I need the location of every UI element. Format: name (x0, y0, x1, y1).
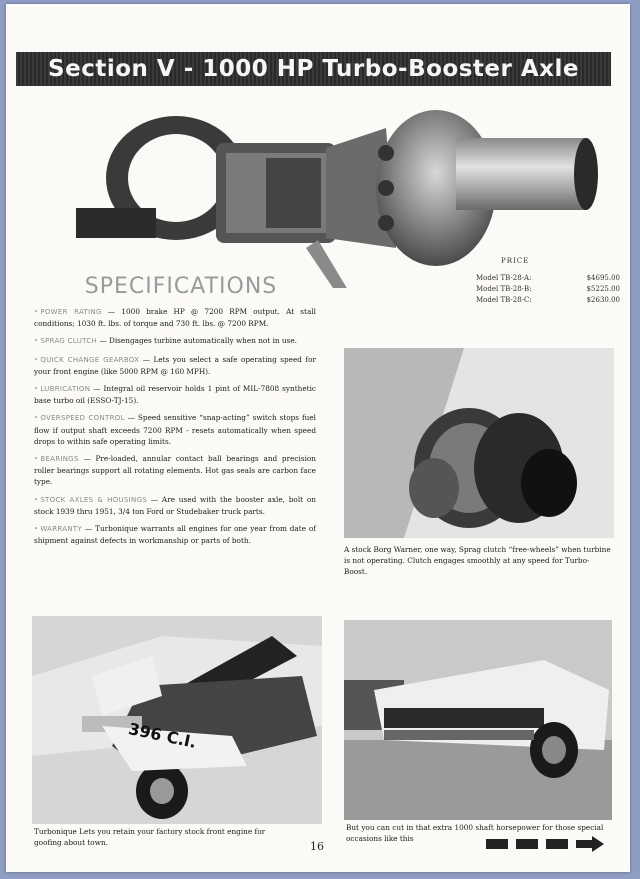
bullet-icon: • (34, 384, 39, 394)
spec-text: — Integral oil reservoir holds 1 pint of MIL-7808 synthetic base turbo oil (ESSO-TJ-15). (34, 384, 316, 406)
car-badge-text: 396 C.I. (126, 719, 199, 752)
price-value: $2630.00 (586, 296, 620, 304)
price-model: Model TB-28-C: (476, 296, 532, 304)
spec-label: SPRAG CLUTCH (40, 337, 98, 346)
arrow-square-icon (486, 839, 508, 849)
price-list (476, 256, 626, 306)
arrow-square-icon (546, 839, 568, 849)
spec-item (34, 335, 316, 347)
arrow-square-icon (516, 839, 538, 849)
arrow-right-icon (576, 836, 604, 852)
spec-text: — 1000 brake HP @ 7200 RPM output. At stall conditions; 1030 ft. lbs. of torque and 730 ft. lbs. @ 7200 RPM. (34, 307, 317, 329)
spec-label: STOCK AXLES & HOUSINGS (40, 495, 148, 504)
spec-item (34, 306, 316, 329)
car-launch-photo (344, 620, 612, 820)
spec-label: POWER RATING (40, 308, 102, 316)
bullet-icon: • (34, 307, 39, 316)
car-right-caption: But you can cut in that extra 1000 shaft horsepower for those special occasions like this (346, 823, 604, 843)
spec-text: — Lets you select a safe operating speed for your front engine (like 5000 RPM @ 160 MPH). (34, 354, 317, 376)
price-model: Model TB-28-B: (476, 285, 532, 293)
bullet-icon: • (34, 354, 39, 364)
decorative-arrows (486, 836, 604, 852)
bullet-icon: • (34, 524, 39, 534)
spec-text: — Speed sensitive “snap-acting” switch stops fuel flow if output shaft exceeds 7200 RPM - resets automatically when speed drops to within safe operating limits. (34, 413, 317, 446)
car-engine-photo (32, 616, 322, 824)
spec-label: OVERSPEED CONTROL (40, 414, 125, 423)
price-value: $5225.00 (586, 285, 620, 293)
spec-label: LUBRICATION (40, 385, 91, 394)
price-title: PRICE (501, 257, 530, 265)
spec-text: — Pre-loaded, annular contact ball bearings and precision roller bearings support all rotating elements. Hot gas seals are carbon face type. (34, 454, 316, 487)
spec-text: — Turbonique warrants all engines for one year from date of shipment against defects in workmanship or parts of both. (34, 524, 316, 546)
document-page (6, 4, 630, 872)
car-left-caption: Turbonique Lets you retain your factory stock front engine for goofing about town. (34, 827, 266, 847)
spec-label: QUICK CHANGE GEARBOX (40, 355, 140, 364)
price-row (476, 273, 626, 284)
specifications-list (34, 306, 316, 552)
spec-label: WARRANTY (40, 525, 83, 534)
spec-item (34, 383, 316, 406)
specifications-heading: SPECIFICATIONS (84, 274, 278, 299)
spec-item (34, 523, 316, 546)
page-number: 16 (310, 840, 324, 853)
bullet-icon: • (34, 413, 39, 423)
spec-item (34, 354, 316, 377)
price-row (476, 295, 626, 306)
price-row (476, 284, 626, 295)
bullet-icon: • (34, 454, 39, 464)
spec-label: BEARINGS (40, 455, 79, 464)
spec-text: — Disengages turbine automatically when not in use. (97, 336, 298, 346)
bullet-icon: • (34, 336, 39, 346)
spec-item (34, 412, 316, 447)
clutch-caption: A stock Borg Warner, one way, Sprag clutch “free-wheels” when turbine is not operating. Clutch engages smoothly at any speed for Turbo-Boost. (344, 545, 611, 576)
spec-text: — Are used with the booster axle, bolt on stock 1939 thru 1951, 3/4 ton Ford or Studebaker truck parts. (34, 494, 316, 516)
spec-item (34, 494, 316, 517)
price-value: $4695.00 (586, 274, 620, 282)
bullet-icon: • (34, 494, 39, 504)
spec-item (34, 453, 316, 488)
price-model: Model TB-28-A: (476, 274, 532, 282)
section-title-banner: Section V - 1000 HP Turbo-Booster Axle (16, 52, 611, 86)
sprag-clutch-photo (344, 348, 614, 538)
